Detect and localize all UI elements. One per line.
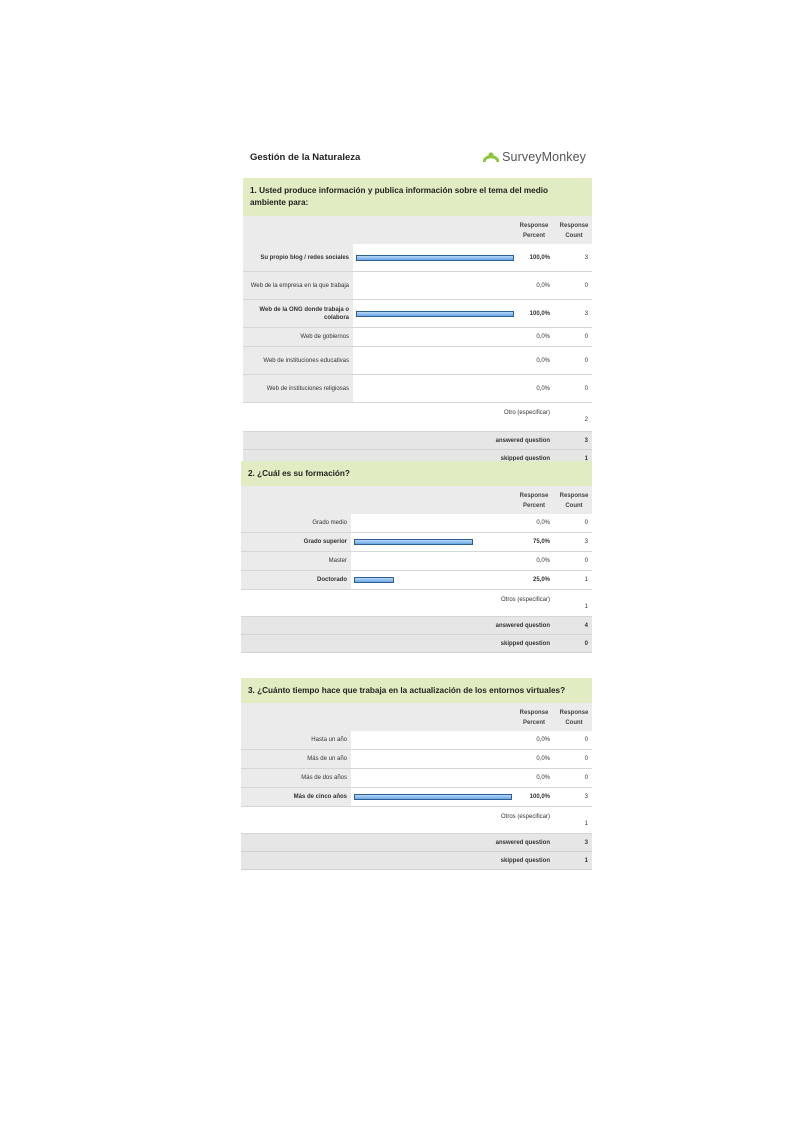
column-headers [241, 703, 592, 731]
response-percent: 0,0% [536, 385, 550, 392]
answered-row [243, 432, 592, 450]
other-label: Otros (especificar) [500, 814, 550, 820]
skipped-label: skipped question [500, 640, 550, 647]
response-count: 0 [584, 737, 588, 743]
answered-label: answered question [495, 437, 550, 444]
response-count: 0 [584, 775, 588, 781]
answer-row [241, 731, 592, 750]
response-count: 0 [584, 558, 588, 564]
answer-row [243, 300, 592, 328]
answer-label: Doctorado [241, 571, 351, 589]
response-count: 0 [584, 385, 588, 392]
answer-row [243, 244, 592, 272]
bar-cell [351, 731, 592, 749]
response-count: 0 [584, 520, 588, 526]
monkey-logo-icon [483, 151, 499, 163]
response-percent: 100,0% [529, 254, 550, 261]
other-specify-row [241, 807, 592, 834]
question-2-table [241, 461, 592, 653]
response-percent: 100,0% [529, 310, 550, 317]
answered-row [241, 617, 592, 635]
answer-row [241, 533, 592, 552]
response-count: 0 [584, 282, 588, 289]
answer-row [241, 571, 592, 590]
response-bar [354, 539, 473, 545]
bar-cell [351, 750, 592, 768]
skipped-count: 1 [584, 455, 588, 462]
answer-row [243, 272, 592, 300]
question-title: 2. ¿Cuál es su formación? [241, 461, 592, 486]
response-percent-header: Response Percent [519, 710, 549, 726]
bar-cell [351, 769, 592, 787]
other-count: 2 [584, 417, 588, 423]
answer-row [243, 347, 592, 375]
response-percent: 75,0% [532, 539, 550, 545]
other-specify-row [243, 403, 592, 432]
response-percent: 0,0% [536, 737, 550, 743]
bar-cell [351, 552, 592, 570]
skipped-label: skipped question [500, 455, 550, 462]
response-count: 1 [584, 577, 588, 583]
response-percent: 0,0% [536, 357, 550, 364]
bar-cell [353, 347, 592, 374]
answer-label: Grado superior [241, 533, 351, 551]
skipped-row [241, 635, 592, 653]
answer-label: Web de la empresa en la que trabaja [243, 272, 353, 299]
question-3-table [241, 678, 592, 870]
answer-row [241, 788, 592, 807]
answer-row [241, 750, 592, 769]
answer-label: Master [241, 552, 351, 570]
response-percent: 0,0% [536, 520, 550, 526]
other-count: 1 [584, 821, 588, 827]
answer-rows [241, 514, 592, 590]
response-bar [356, 311, 514, 317]
answer-row [241, 514, 592, 533]
answered-count: 3 [584, 437, 588, 444]
answer-label: Más de un año [241, 750, 351, 768]
logo-text: SurveyMonkey [502, 150, 586, 164]
answer-label: Web de instituciones religiosas [243, 375, 353, 402]
answer-row [241, 552, 592, 571]
response-percent: 0,0% [536, 558, 550, 564]
other-specify-row [241, 590, 592, 617]
response-count: 3 [584, 310, 588, 317]
bar-cell [353, 375, 592, 402]
surveymonkey-logo [483, 150, 586, 164]
response-count: 3 [584, 539, 588, 545]
response-percent: 100,0% [529, 794, 550, 800]
answer-rows [243, 244, 592, 403]
other-label: Otros (especificar) [500, 597, 550, 603]
response-count: 0 [584, 357, 588, 364]
response-count-header: Response Count [559, 223, 589, 239]
response-count: 3 [584, 794, 588, 800]
response-percent: 25,0% [532, 577, 550, 583]
answered-row [241, 834, 592, 852]
response-percent: 0,0% [536, 756, 550, 762]
response-percent: 0,0% [536, 334, 550, 340]
response-bar [354, 577, 394, 583]
survey-title: Gestión de la Naturaleza [250, 152, 361, 163]
answered-count: 3 [584, 839, 588, 846]
response-count: 0 [584, 756, 588, 762]
question-title: 1. Usted produce información y publica información sobre el tema del medio ambiente para: [243, 178, 592, 216]
response-percent-header: Response Percent [519, 223, 549, 239]
question-1-table [243, 178, 592, 468]
answer-row [243, 328, 592, 347]
column-headers [241, 486, 592, 514]
page-header [250, 146, 590, 174]
answer-label: Su propio blog / redes sociales [243, 244, 353, 271]
answered-label: answered question [495, 622, 550, 629]
answer-label: Web de instituciones educativas [243, 347, 353, 374]
answer-label: Web de la ONG donde trabaja o colabora [243, 300, 353, 327]
other-label: Otro (especificar) [503, 410, 550, 416]
skipped-count: 0 [584, 640, 588, 647]
response-percent: 0,0% [536, 775, 550, 781]
response-count-header: Response Count [559, 710, 589, 726]
answered-count: 4 [584, 622, 588, 629]
skipped-label: skipped question [500, 857, 550, 864]
bar-cell [351, 788, 592, 806]
response-count: 3 [584, 254, 588, 261]
skipped-row [241, 852, 592, 870]
answer-label: Más de dos años [241, 769, 351, 787]
skipped-count: 1 [584, 857, 588, 864]
response-count: 0 [584, 334, 588, 340]
bar-cell [351, 571, 592, 589]
response-bar [356, 255, 514, 261]
response-count-header: Response Count [559, 493, 589, 509]
bar-cell [351, 533, 592, 551]
bar-cell [353, 300, 592, 327]
answer-label: Más de cinco años [241, 788, 351, 806]
answer-row [241, 769, 592, 788]
bar-cell [353, 272, 592, 299]
question-title: 3. ¿Cuánto tiempo hace que trabaja en la actualización de los entornos virtuales? [241, 678, 592, 703]
answer-row [243, 375, 592, 403]
answer-label: Grado medio [241, 514, 351, 532]
answered-label: answered question [495, 839, 550, 846]
bar-cell [353, 328, 592, 346]
bar-cell [353, 244, 592, 271]
response-percent-header: Response Percent [519, 493, 549, 509]
column-headers [243, 216, 592, 244]
other-count: 1 [584, 604, 588, 610]
response-bar [354, 794, 512, 800]
response-percent: 0,0% [536, 282, 550, 289]
answer-label: Hasta un año [241, 731, 351, 749]
answer-label: Web de gobiernos [243, 328, 353, 346]
answer-rows [241, 731, 592, 807]
bar-cell [351, 514, 592, 532]
